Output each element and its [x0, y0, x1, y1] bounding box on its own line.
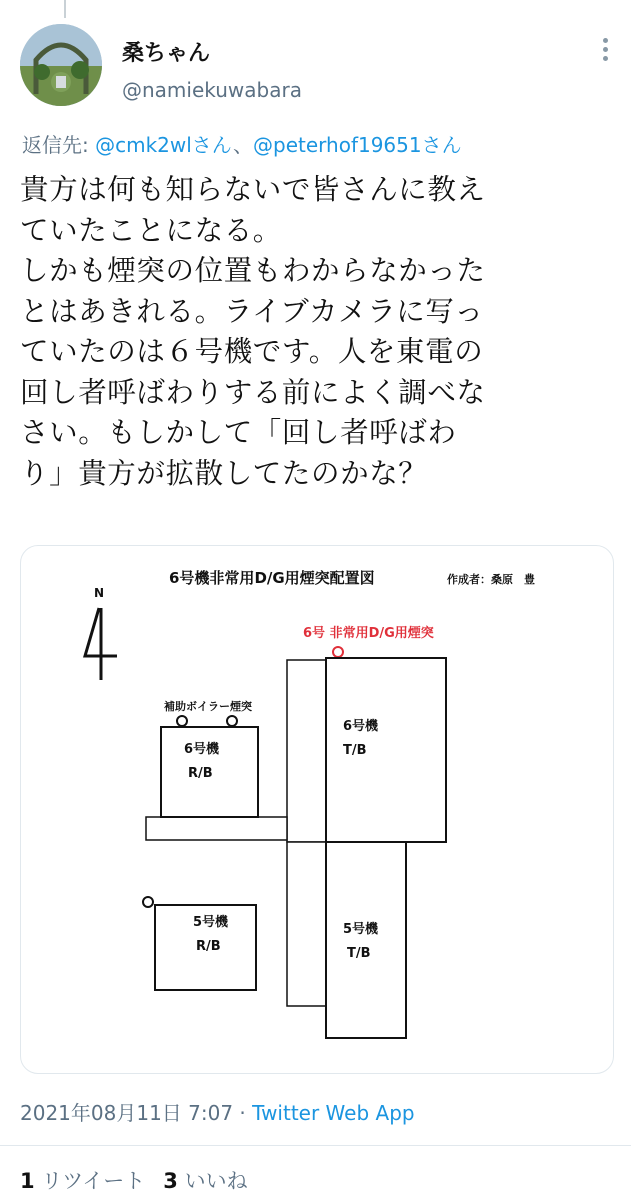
- reply-mention-2[interactable]: @peterhof19651さん: [253, 133, 462, 157]
- tweet-stats: [20, 1165, 248, 1195]
- tb6-label-1: 6号機: [343, 719, 379, 734]
- tb5-label-1: 5号機: [343, 922, 379, 937]
- north-arrow-icon: [85, 608, 117, 680]
- reply-mention-1[interactable]: @cmk2wlさん: [95, 133, 234, 157]
- source-app-link[interactable]: Twitter Web App: [252, 1101, 415, 1125]
- stack-5-marker: [143, 897, 153, 907]
- tb6-label-2: T/B: [343, 743, 367, 758]
- thread-connector-line: [64, 0, 66, 18]
- retweet-count: 1: [20, 1169, 35, 1193]
- retweet-stat[interactable]: [20, 1169, 145, 1193]
- chimney-layout-diagram: [21, 546, 613, 1073]
- walkway: [146, 817, 287, 840]
- rb5-label-2: R/B: [196, 939, 221, 954]
- like-stat[interactable]: [163, 1169, 247, 1193]
- more-options-icon[interactable]: [603, 38, 609, 65]
- tweet-meta: [20, 1097, 415, 1126]
- meta-dot: ·: [233, 1101, 253, 1125]
- reply-prefix: 返信先:: [22, 133, 89, 157]
- divider: [0, 1145, 631, 1146]
- aux-boiler-stack-2: [227, 716, 237, 726]
- rb6-label-1: 6号機: [184, 742, 220, 757]
- timestamp[interactable]: 2021年08月11日 7:07: [20, 1101, 234, 1125]
- stack-6-label: 6号 非常用D/G用煙突: [303, 626, 434, 641]
- tb5-building: [326, 842, 406, 1038]
- tweet-header: [20, 24, 615, 114]
- user-handle[interactable]: @namiekuwabara: [122, 78, 302, 102]
- rb6-label-2: R/B: [188, 766, 213, 781]
- tweet-text: 貴方は何も知らないで皆さんに教え ていたことになる。 しかも煙突の位置もわからなかった とはあきれる。ライブカメラに写っ ていたのは６号機です。人を東電の 回し者呼ばわりする前によく調べな さい。もしかして「回し者呼ばわ り」貴方が拡散してたのかな？: [20, 173, 486, 490]
- aux-boiler-stack-1: [177, 716, 187, 726]
- connector-strip-lower: [287, 842, 326, 1006]
- like-count: 3: [163, 1169, 178, 1193]
- like-label: いいね: [184, 1169, 248, 1193]
- avatar-image: [20, 24, 102, 106]
- stack-6-marker: [333, 647, 343, 657]
- connector-strip-upper: [287, 660, 326, 842]
- display-name[interactable]: 桑ちゃん: [122, 41, 211, 66]
- north-label: N: [94, 586, 105, 600]
- retweet-label: リツイート: [41, 1169, 146, 1193]
- aux-boiler-label: 補助ボイラー煙突: [164, 700, 252, 713]
- reply-separator: 、: [233, 133, 254, 157]
- avatar[interactable]: [20, 24, 102, 106]
- diagram-author: 作成者：桑原 豊: [447, 573, 535, 586]
- reply-to-line: [22, 129, 462, 158]
- rb5-label-1: 5号機: [193, 915, 229, 930]
- attached-image[interactable]: [20, 545, 614, 1074]
- diagram-title: 6号機非常用D/G用煙突配置図: [169, 569, 375, 587]
- tb5-label-2: T/B: [347, 946, 371, 961]
